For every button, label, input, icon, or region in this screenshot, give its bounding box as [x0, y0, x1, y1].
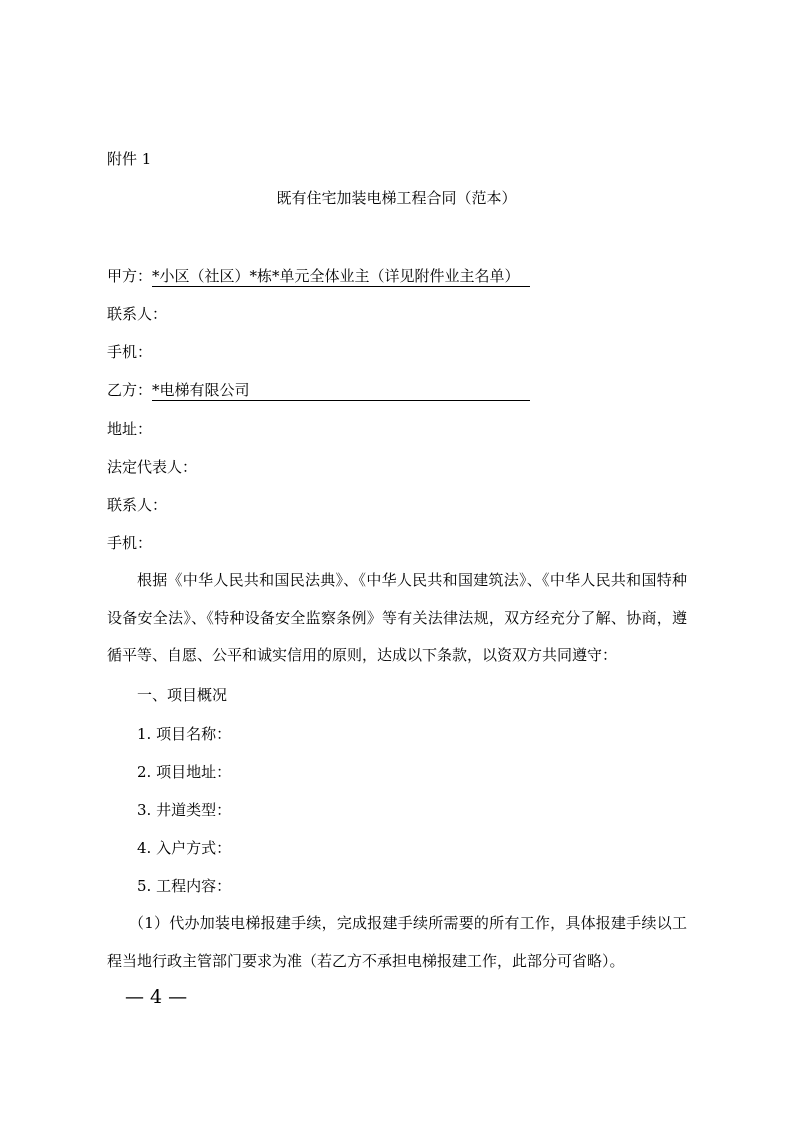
- section-1-heading: 一、项目概况: [137, 686, 228, 704]
- subitem-1-paragraph: （1）代办加装电梯报建手续，完成报建手续所需要的所有工作，具体报建手续以工程当地行政主管部门要求为准（若乙方不承担电梯报建工作，此部分可省略）。: [107, 914, 687, 970]
- party-b-label: 乙方：: [107, 381, 153, 399]
- party-a-label: 甲方：: [107, 267, 153, 285]
- intro-paragraph: 根据《中华人民共和国民法典》、《中华人民共和国建筑法》、《中华人民共和国特种设备安全法》、《特种设备安全监察条例》等有关法律法规，双方经充分了解、协商，遵循平等、自愿、公平和诚实信用的原则，达成以下条款，以资双方共同遵守：: [107, 571, 687, 664]
- party-b-line: [107, 380, 530, 401]
- item-project-name: 1. 项目名称：: [137, 725, 232, 743]
- party-a-line: [107, 266, 530, 287]
- party-b-legal-rep-label: 法定代表人：: [107, 458, 198, 476]
- party-b-value: *电梯有限公司: [152, 380, 530, 401]
- party-b-phone-label: 手机：: [107, 534, 153, 552]
- contract-title: 既有住宅加装电梯工程合同（范本）: [276, 189, 517, 207]
- page-number: — 4 —: [125, 986, 188, 1008]
- party-a-phone-label: 手机：: [107, 343, 153, 361]
- item-entry-method: 4. 入户方式：: [137, 839, 232, 857]
- party-a-value: *小区（社区）*栋*单元全体业主（详见附件业主名单）: [152, 266, 530, 287]
- party-b-contact-label: 联系人：: [107, 496, 168, 514]
- item-shaft-type: 3. 井道类型：: [137, 801, 232, 819]
- party-b-address-label: 地址：: [107, 420, 153, 438]
- party-a-contact-label: 联系人：: [107, 305, 168, 323]
- item-work-content: 5. 工程内容：: [137, 877, 232, 895]
- item-project-address: 2. 项目地址：: [137, 763, 232, 781]
- attachment-label: 附件 1: [107, 150, 152, 168]
